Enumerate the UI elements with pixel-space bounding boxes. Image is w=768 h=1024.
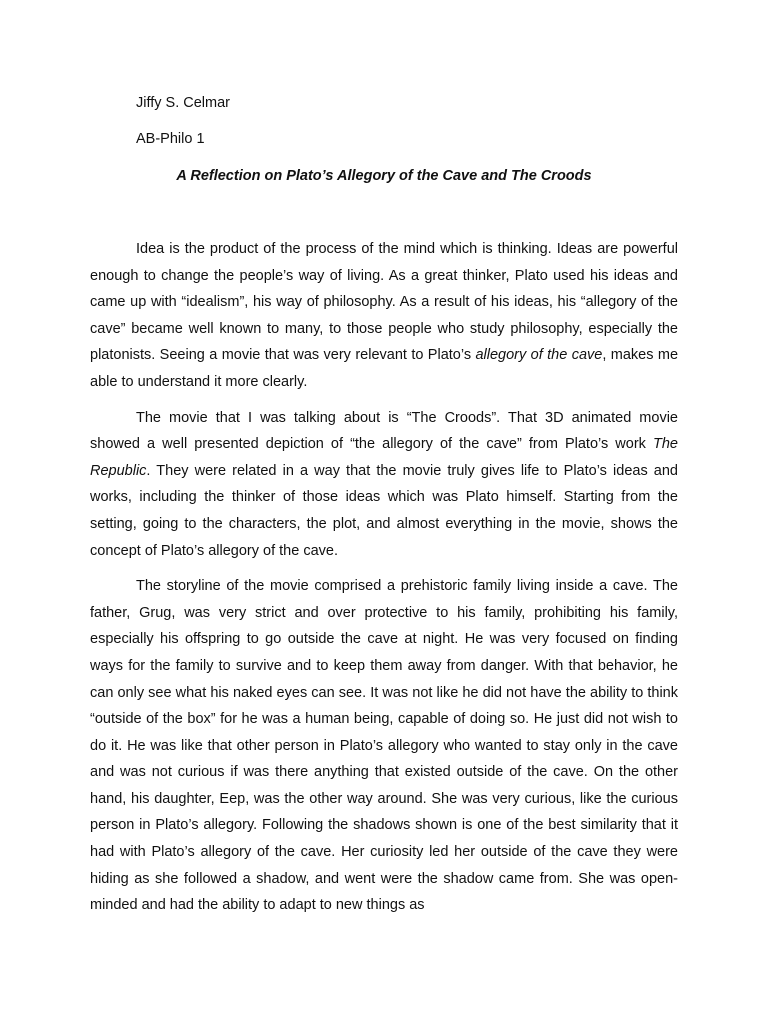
paragraph-2-italic: The Republic [90, 436, 678, 479]
essay-body [90, 236, 678, 928]
paragraph-1-text: Idea is the product of the process of the mind which is thinking. Ideas are powerful enough to change the people’s way of living. As a great thinker, Plato used his ideas and came up with “idealism”, his way of philosophy. As a result of his ideas, his “allegory of the cave” became well known to many, to those people who study philosophy, especially the platonists. Seeing a movie that was very relevant to Plato’s [90, 241, 678, 364]
essay-title: A Reflection on Plato’s Allegory of the Cave and The Croods [176, 168, 592, 184]
paragraph-1-end: , makes me able to understand it more clearly. [90, 347, 679, 390]
paragraph-2-text: The movie that I was talking about is “The Croods”. That 3D animated movie showed a well presented depiction of “the allegory of the cave” from Plato’s work [90, 409, 678, 453]
author-name: Jiffy S. Celmar [136, 95, 231, 111]
course-label: AB-Philo 1 [136, 131, 205, 147]
paragraph-1 [90, 236, 678, 396]
paragraph-3: The storyline of the movie comprised a prehistoric family living inside a cave. The father, Grug, was very strict and over protective to his family, prohibiting his family, especially his offspring to go outside the cave at night. He was very focused on finding ways for the family to survive and to keep them away from danger. With that behavior, he can only see what his naked eyes can see. It was not like he did not have the ability to think “outside of the box” for he was a human being, capable of doing so. He just did not wish to do it. He was like that other person in Plato’s allegory who wanted to stay only in the cave and was not curious if was there anything that existed outside of the cave. On the other hand, his daughter, Eep, was the other way around. She was very curious, like the curious person in Plato’s allegory. Following the shadows shown is one of the best similarity that it had with Plato’s allegory of the cave. Her curiosity led her outside of the cave they were hiding as she followed a shadow, and went were the shadow came from. She was open-minded and had the ability to adapt to new things as [90, 578, 678, 914]
paragraph-2 [90, 405, 678, 565]
paragraph-1-italic: allegory of the cave [475, 347, 603, 364]
paragraph-2-end: . They were related in a way that the movie truly gives life to Plato’s ideas and works, including the thinker of those ideas which was Plato himself. Starting from the setting, going to the characters, the plot, and almost everything in the movie, shows the concept of Plato’s allegory of the cave. [90, 462, 678, 559]
